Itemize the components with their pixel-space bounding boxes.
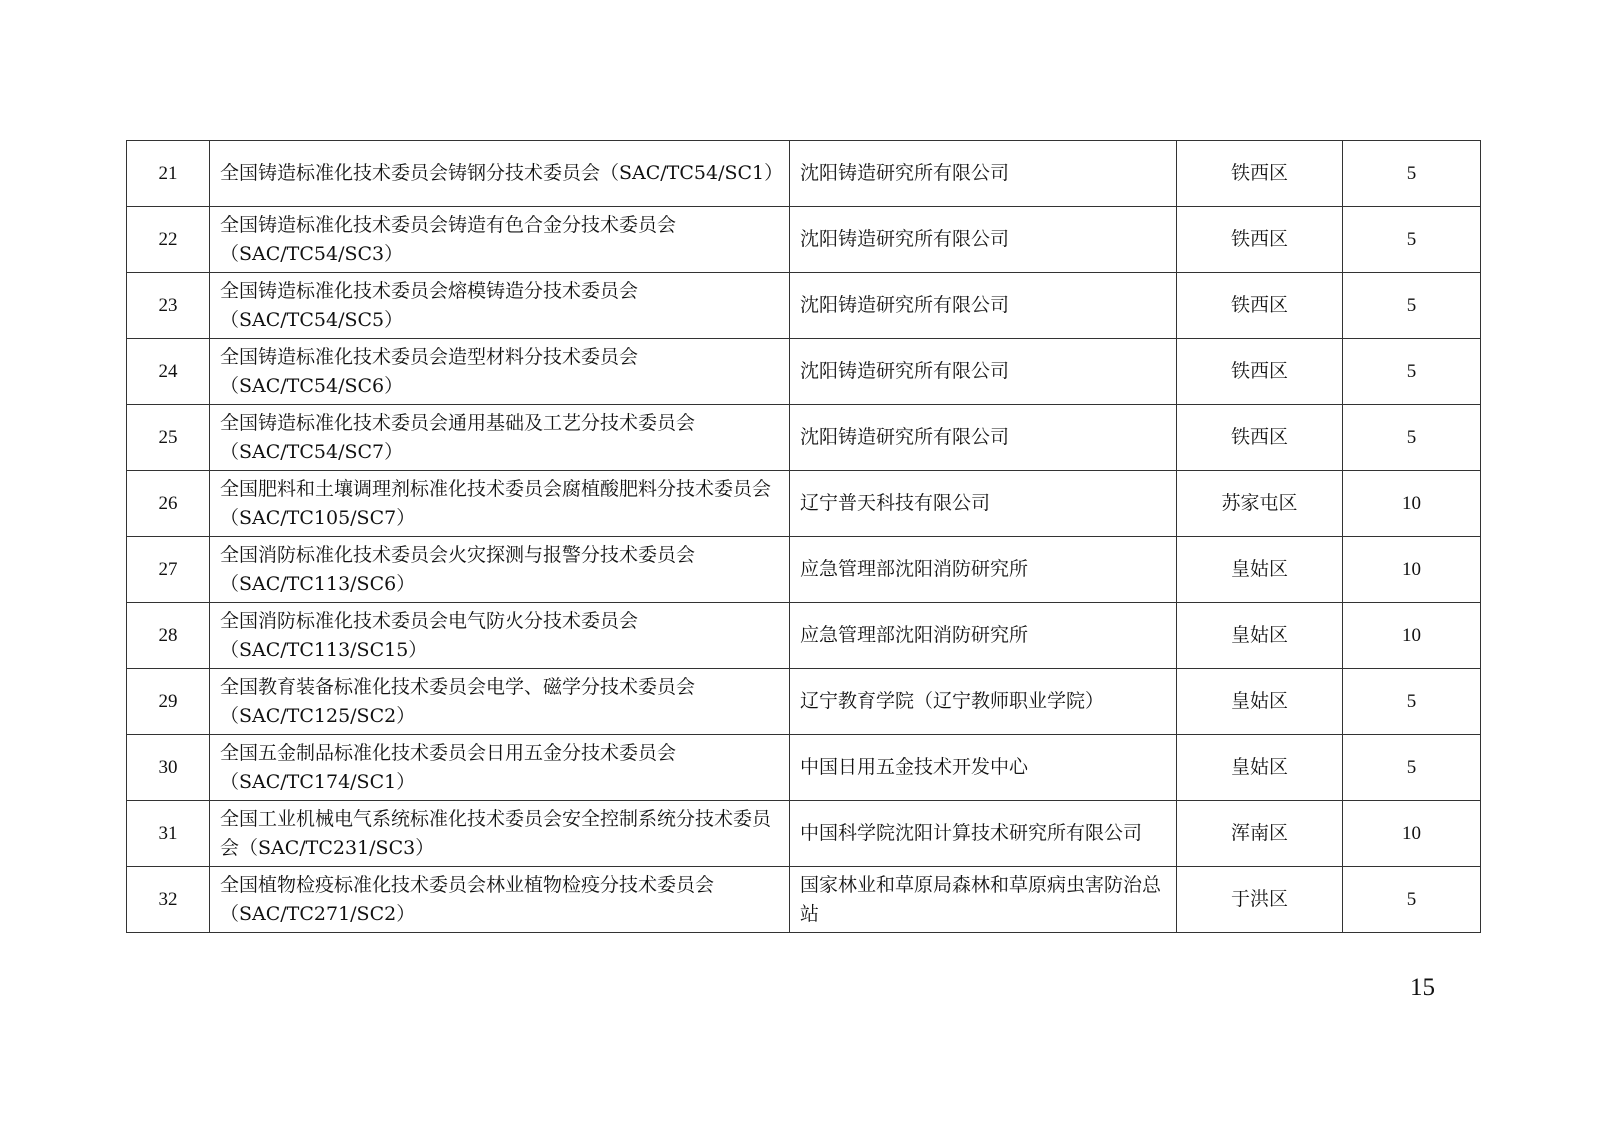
row-number: 26 xyxy=(127,471,210,537)
quota-value: 5 xyxy=(1343,405,1481,471)
row-number: 31 xyxy=(127,801,210,867)
organization-name: 沈阳铸造研究所有限公司 xyxy=(790,273,1177,339)
table-row xyxy=(127,273,1481,339)
table-row xyxy=(127,207,1481,273)
committee-name: 全国铸造标准化技术委员会造型材料分技术委员会（SAC/TC54/SC6） xyxy=(210,339,790,405)
organization-name: 应急管理部沈阳消防研究所 xyxy=(790,603,1177,669)
organization-name: 沈阳铸造研究所有限公司 xyxy=(790,339,1177,405)
committee-name: 全国铸造标准化技术委员会通用基础及工艺分技术委员会（SAC/TC54/SC7） xyxy=(210,405,790,471)
district: 铁西区 xyxy=(1177,339,1343,405)
organization-name: 中国科学院沈阳计算技术研究所有限公司 xyxy=(790,801,1177,867)
organization-name: 沈阳铸造研究所有限公司 xyxy=(790,141,1177,207)
row-number: 32 xyxy=(127,867,210,933)
quota-value: 10 xyxy=(1343,603,1481,669)
committee-name: 全国植物检疫标准化技术委员会林业植物检疫分技术委员会（SAC/TC271/SC2） xyxy=(210,867,790,933)
quota-value: 5 xyxy=(1343,207,1481,273)
table-row xyxy=(127,471,1481,537)
row-number: 23 xyxy=(127,273,210,339)
table-row xyxy=(127,339,1481,405)
quota-value: 5 xyxy=(1343,273,1481,339)
row-number: 25 xyxy=(127,405,210,471)
committee-name: 全国铸造标准化技术委员会铸钢分技术委员会（SAC/TC54/SC1） xyxy=(210,141,790,207)
row-number: 27 xyxy=(127,537,210,603)
district: 皇姑区 xyxy=(1177,603,1343,669)
district: 苏家屯区 xyxy=(1177,471,1343,537)
district: 皇姑区 xyxy=(1177,669,1343,735)
table-row xyxy=(127,405,1481,471)
table-row xyxy=(127,867,1481,933)
organization-name: 应急管理部沈阳消防研究所 xyxy=(790,537,1177,603)
quota-value: 5 xyxy=(1343,339,1481,405)
committee-name: 全国消防标准化技术委员会火灾探测与报警分技术委员会（SAC/TC113/SC6） xyxy=(210,537,790,603)
committee-name: 全国铸造标准化技术委员会铸造有色合金分技术委员会（SAC/TC54/SC3） xyxy=(210,207,790,273)
row-number: 30 xyxy=(127,735,210,801)
row-number: 21 xyxy=(127,141,210,207)
organization-name: 沈阳铸造研究所有限公司 xyxy=(790,207,1177,273)
district: 铁西区 xyxy=(1177,141,1343,207)
table-row xyxy=(127,801,1481,867)
district: 铁西区 xyxy=(1177,273,1343,339)
table-row xyxy=(127,141,1481,207)
committee-name: 全国消防标准化技术委员会电气防火分技术委员会（SAC/TC113/SC15） xyxy=(210,603,790,669)
district: 于洪区 xyxy=(1177,867,1343,933)
district: 浑南区 xyxy=(1177,801,1343,867)
committee-name: 全国工业机械电气系统标准化技术委员会安全控制系统分技术委员会（SAC/TC231/SC3） xyxy=(210,801,790,867)
page-number: 15 xyxy=(1410,974,1435,1001)
quota-value: 5 xyxy=(1343,867,1481,933)
quota-value: 10 xyxy=(1343,471,1481,537)
committee-name: 全国肥料和土壤调理剂标准化技术委员会腐植酸肥料分技术委员会（SAC/TC105/SC7） xyxy=(210,471,790,537)
district: 皇姑区 xyxy=(1177,735,1343,801)
organization-name: 辽宁教育学院（辽宁教师职业学院） xyxy=(790,669,1177,735)
row-number: 29 xyxy=(127,669,210,735)
row-number: 28 xyxy=(127,603,210,669)
table-row xyxy=(127,735,1481,801)
quota-value: 10 xyxy=(1343,801,1481,867)
quota-value: 10 xyxy=(1343,537,1481,603)
district: 铁西区 xyxy=(1177,405,1343,471)
committee-name: 全国铸造标准化技术委员会熔模铸造分技术委员会（SAC/TC54/SC5） xyxy=(210,273,790,339)
quota-value: 5 xyxy=(1343,141,1481,207)
quota-value: 5 xyxy=(1343,735,1481,801)
row-number: 24 xyxy=(127,339,210,405)
organization-name: 沈阳铸造研究所有限公司 xyxy=(790,405,1177,471)
table-row xyxy=(127,669,1481,735)
quota-value: 5 xyxy=(1343,669,1481,735)
committee-name: 全国五金制品标准化技术委员会日用五金分技术委员会（SAC/TC174/SC1） xyxy=(210,735,790,801)
row-number: 22 xyxy=(127,207,210,273)
committee-name: 全国教育装备标准化技术委员会电学、磁学分技术委员会（SAC/TC125/SC2） xyxy=(210,669,790,735)
organization-name: 辽宁普天科技有限公司 xyxy=(790,471,1177,537)
organization-name: 中国日用五金技术开发中心 xyxy=(790,735,1177,801)
table-row xyxy=(127,603,1481,669)
district: 皇姑区 xyxy=(1177,537,1343,603)
table-row xyxy=(127,537,1481,603)
district: 铁西区 xyxy=(1177,207,1343,273)
committee-table xyxy=(126,140,1481,933)
organization-name: 国家林业和草原局森林和草原病虫害防治总站 xyxy=(790,867,1177,933)
